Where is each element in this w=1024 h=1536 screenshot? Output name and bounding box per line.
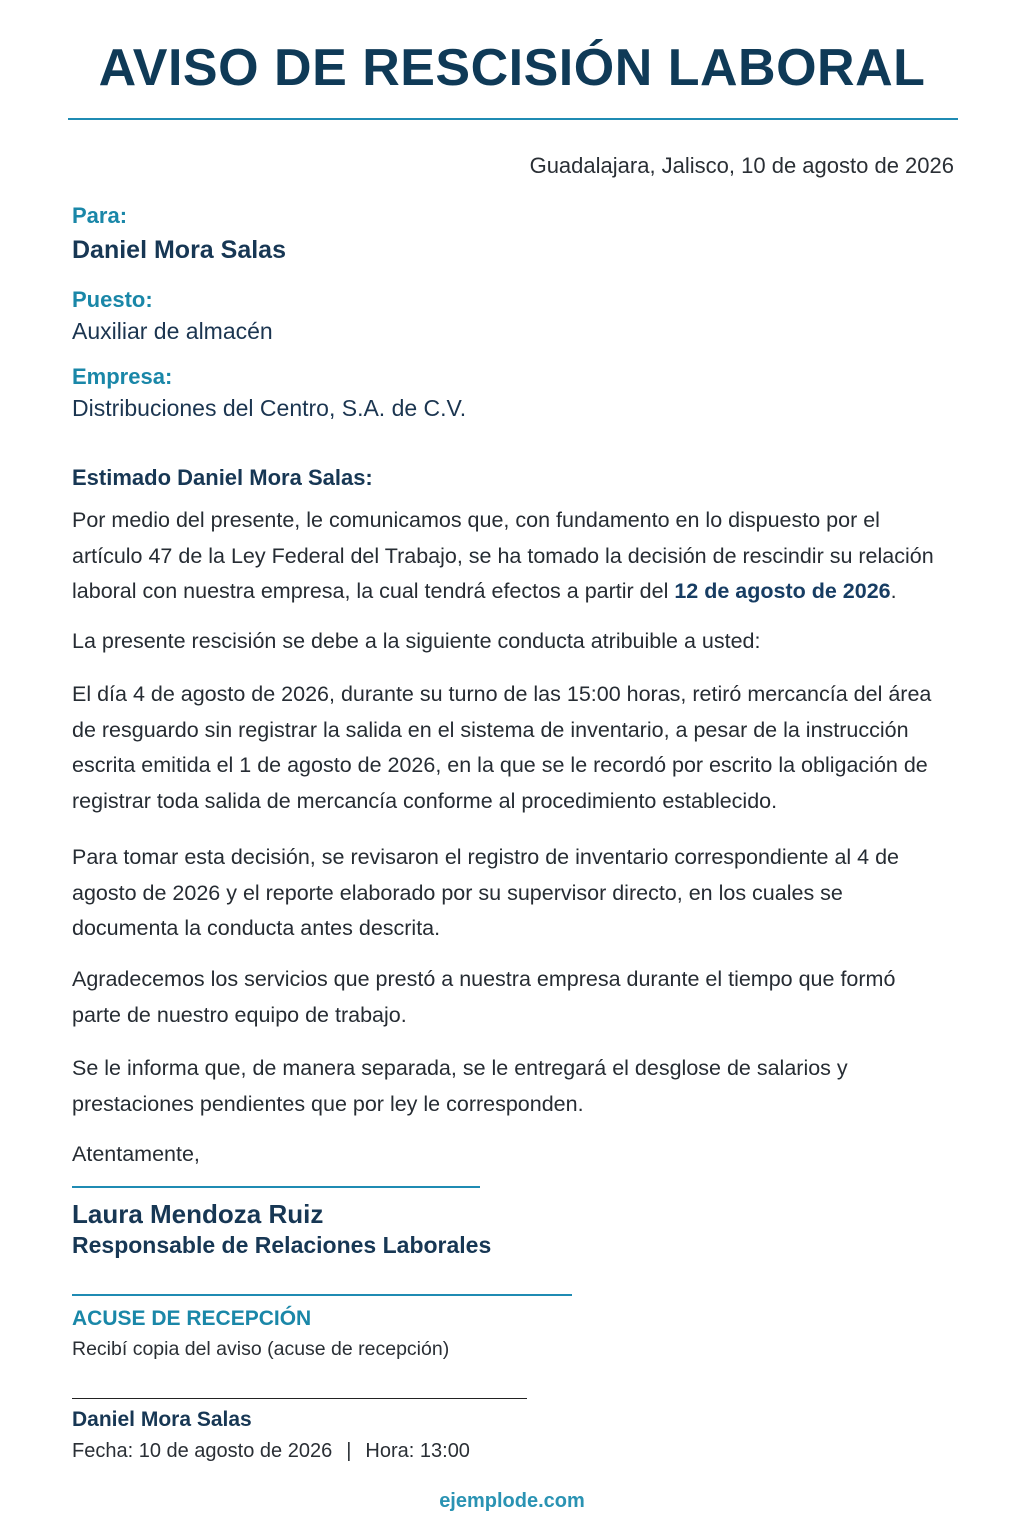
effective-date: 12 de agosto de 2026 bbox=[674, 579, 891, 603]
closing: Atentamente, bbox=[72, 1142, 200, 1166]
acknowledgment-title: ACUSE DE RECEPCIÓN bbox=[72, 1307, 312, 1330]
document-title: AVISO DE RESCISIÓN LABORAL bbox=[98, 39, 926, 97]
paragraph-payments: Se le informa que, de manera separada, se le entregará el desglose de salarios y prestaciones pendientes que por ley le corresponden. bbox=[72, 1056, 848, 1116]
acknowledgment-date: Fecha: 10 de agosto de 2026 bbox=[72, 1440, 333, 1462]
acknowledgment-time: Hora: 13:00 bbox=[365, 1440, 470, 1462]
paragraph-notice-end: . bbox=[890, 579, 897, 603]
paragraph-thanks: Agradecemos los servicios que prestó a nuestra empresa durante el tiempo que formó parte de nuestro equipo de trabajo. bbox=[72, 967, 896, 1027]
signer-role: Responsable de Relaciones Laborales bbox=[72, 1232, 492, 1258]
signer-name: Laura Mendoza Ruiz bbox=[72, 1199, 324, 1229]
footer-site: ejemplode.com bbox=[439, 1490, 585, 1512]
place-date: Guadalajara, Jalisco, 10 de agosto de 2026 bbox=[529, 153, 954, 178]
paragraph-notice-text: Por medio del presente, le comunicamos que, con fundamento en lo dispuesto por el artículo 47 de la Ley Federal del Trabajo, se ha tomado la decisión de rescindir su relación laboral con nuestra empresa, la cual tendrá efectos a partir del bbox=[72, 508, 934, 603]
paragraph-reason-intro: La presente rescisión se debe a la siguiente conducta atribuible a usted: bbox=[72, 629, 761, 653]
acknowledgment-signature-line bbox=[72, 1398, 527, 1399]
acknowledgment-text: Recibí copia del aviso (acuse de recepción) bbox=[72, 1338, 450, 1360]
paragraph-notice bbox=[72, 503, 950, 610]
paragraph-conduct: El día 4 de agosto de 2026, durante su turno de las 15:00 horas, retiró mercancía del área de resguardo sin registrar la salida en el sistema de inventario, a pesar de la instrucción escrita emitida el 1 de agosto de 2026, en la que se le recordó por escrito la obligación de registrar toda salida de mercancía conforme al procedimiento establecido. bbox=[72, 682, 932, 813]
acknowledgment-meta bbox=[72, 1440, 470, 1463]
salutation: Estimado Daniel Mora Salas: bbox=[72, 465, 373, 490]
recipient-position: Auxiliar de almacén bbox=[72, 318, 273, 344]
company-label: Empresa: bbox=[72, 364, 173, 389]
signature-line bbox=[72, 1186, 480, 1188]
acknowledgment-separator: | bbox=[346, 1440, 352, 1462]
position-label: Puesto: bbox=[72, 287, 153, 312]
acknowledgment-name: Daniel Mora Salas bbox=[72, 1408, 252, 1431]
recipient-company: Distribuciones del Centro, S.A. de C.V. bbox=[72, 395, 467, 421]
paragraph-evidence: Para tomar esta decisión, se revisaron el registro de inventario correspondiente al 4 de agosto de 2026 y el reporte elaborado por su supervisor directo, en los cuales se documenta la conducta antes descrita. bbox=[72, 845, 900, 940]
to-label: Para: bbox=[72, 203, 128, 228]
acknowledgment-divider bbox=[72, 1294, 572, 1296]
title-divider bbox=[68, 118, 958, 120]
recipient-name: Daniel Mora Salas bbox=[72, 236, 286, 264]
